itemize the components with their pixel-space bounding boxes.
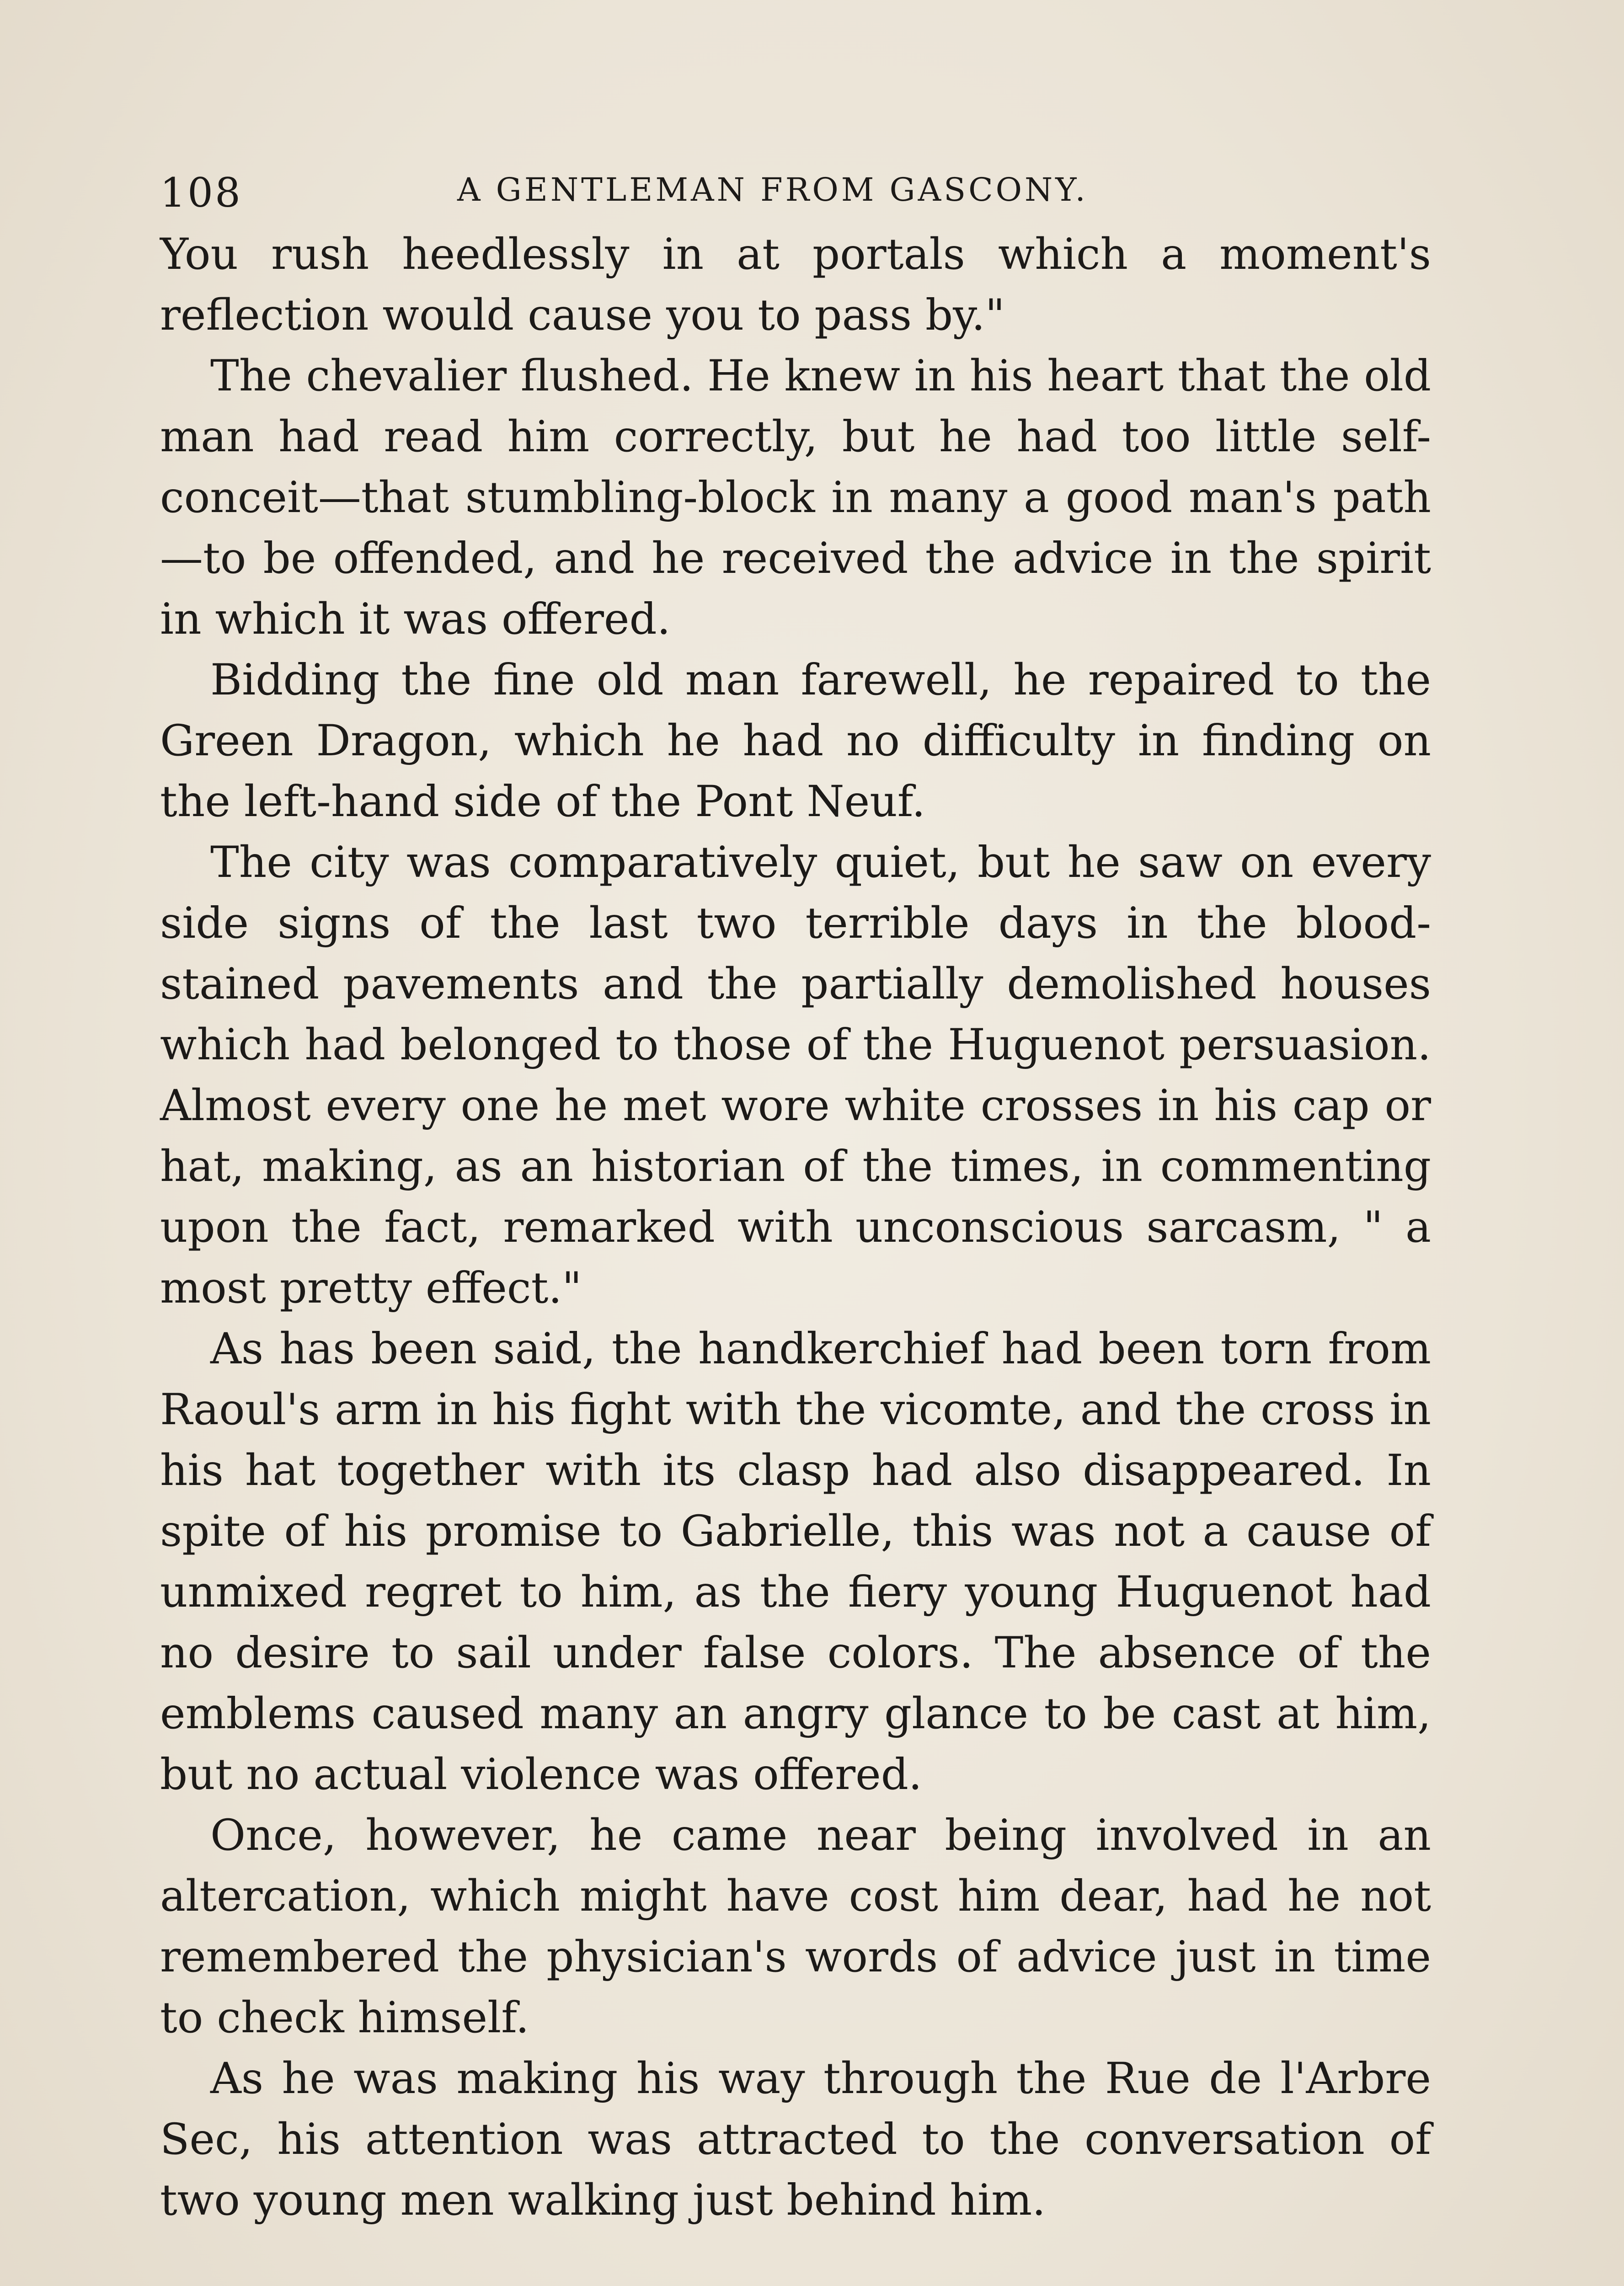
paragraph: Once, however, he came near being involved in an altercation, which might have cost him dear, had he not remembered the physician's words of advice just in time to check himself. <box>160 1811 1431 2043</box>
paragraph: The city was comparatively quiet, but he saw on every side signs of the last two terrible days in the blood-stained pavements and the partially demolished houses which had belonged to those of the Huguenot persuasion. Almost every one he met wore white crosses in his cap or hat, making, as an historian of the times, in commenting upon the fact, remarked with unconscious sarcasm, " a most pretty effect." <box>160 838 1431 1313</box>
body-text <box>160 224 1431 2231</box>
page-number: 108 <box>160 169 242 216</box>
book-page <box>160 151 1431 2231</box>
paragraph: As he was making his way through the Rue de l'Arbre Sec, his attention was attracted to the conversation of two young men walking just behind him. <box>160 2054 1431 2225</box>
paragraph: You rush heedlessly in at portals which a moment's reflection would cause you to pass by." <box>160 230 1431 340</box>
paragraph: The chevalier flushed. He knew in his heart that the old man had read him correctly, but he had too little self-conceit—that stumbling-block in many a good man's path—to be offended, and he received the advice in the spirit in which it was offered. <box>160 351 1431 644</box>
running-head <box>160 151 1431 224</box>
paragraph: As has been said, the handkerchief had been torn from Raoul's arm in his fight with the vicomte, and the cross in his hat together with its clasp had also disappeared. In spite of his promise to Gabrielle, this was not a cause of unmixed regret to him, as the fiery young Huguenot had no desire to sail under false colors. The absence of the emblems caused many an angry glance to be cast at him, but no actual violence was offered. <box>160 1324 1431 1800</box>
paragraph: Bidding the fine old man farewell, he repaired to the Green Dragon, which he had no difficulty in finding on the left-hand side of the Pont Neuf. <box>160 655 1431 827</box>
running-title: A GENTLEMAN FROM GASCONY. <box>457 171 1088 208</box>
